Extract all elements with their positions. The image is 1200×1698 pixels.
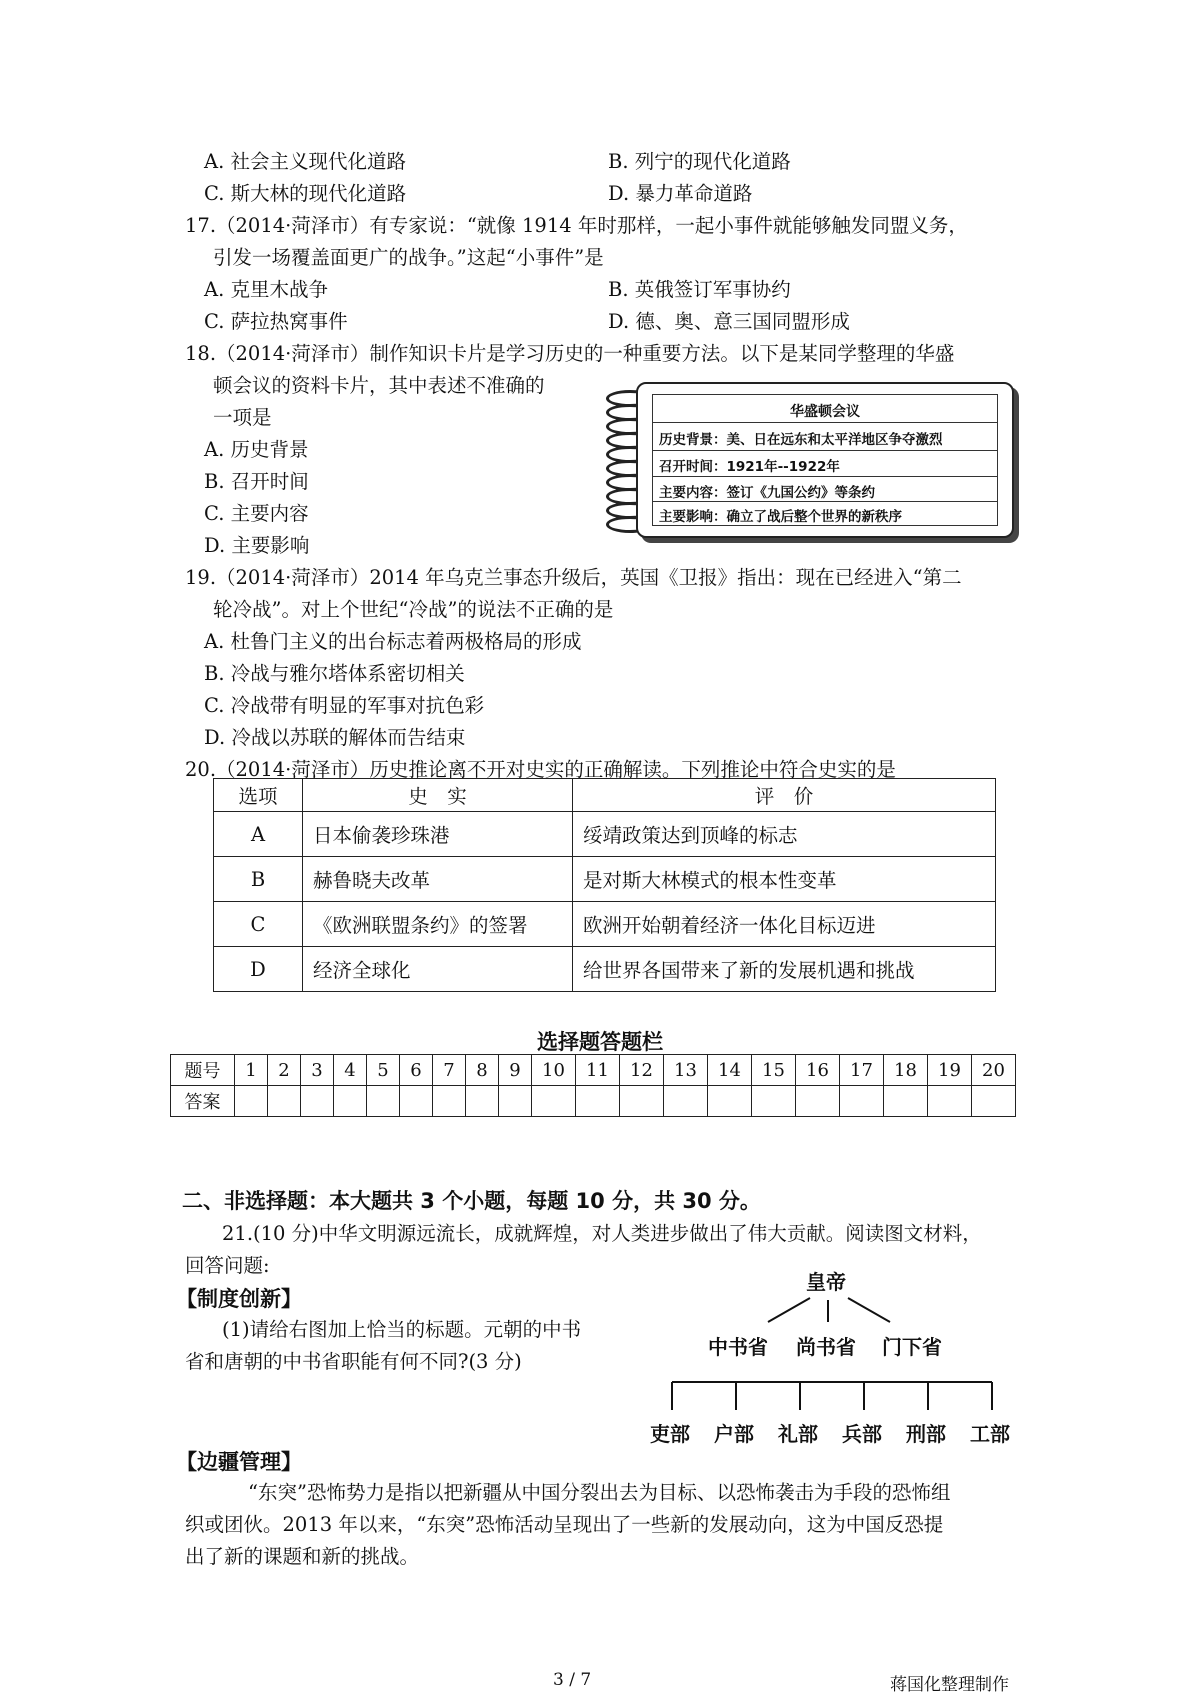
section-institutional-innovation: 【制度创新】 — [176, 1287, 302, 1311]
org-node-gongbu: 工部 — [970, 1422, 1010, 1446]
card-row-impact: 主要影响：确立了战后整个世界的新秩序 — [659, 509, 902, 525]
q16-option-b: B. 列宁的现代化道路 — [608, 150, 791, 173]
answer-cell[interactable] — [884, 1086, 928, 1117]
knowledge-card — [606, 382, 1018, 540]
paragraph-line3: 出了新的课题和新的挑战。 — [185, 1545, 420, 1568]
q17-stem-line1: 17.（2014·菏泽市）有专家说：“就像 1914 年时那样，一起小事件就能够触发同盟义务， — [185, 214, 968, 237]
q19-option-a: A. 杜鲁门主义的出台标志着两极格局的形成 — [204, 630, 582, 653]
question-number-cell: 12 — [620, 1055, 664, 1086]
question-number-cell: 9 — [499, 1055, 532, 1086]
card-frame — [636, 382, 1014, 538]
q16-option-c: C. 斯大林的现代化道路 — [204, 182, 407, 205]
answer-cell[interactable] — [268, 1086, 301, 1117]
answer-cell[interactable] — [301, 1086, 334, 1117]
q21-sub1-line2: 省和唐朝的中书省职能有何不同?(3 分) — [185, 1350, 522, 1373]
question-number-cell: 17 — [840, 1055, 884, 1086]
answer-cell[interactable] — [620, 1086, 664, 1117]
answer-cell[interactable] — [796, 1086, 840, 1117]
table-row — [214, 947, 996, 992]
answer-cell[interactable] — [334, 1086, 367, 1117]
row-evaluation: 给世界各国带来了新的发展机遇和挑战 — [573, 947, 996, 992]
q17-option-d: D. 德、奥、意三国同盟形成 — [608, 310, 850, 333]
org-node-libu-rites: 礼部 — [778, 1422, 818, 1446]
answer-sheet-title: 选择题答题栏 — [537, 1030, 663, 1054]
q18-stem-line3: 一项是 — [213, 406, 272, 429]
answer-cell[interactable] — [576, 1086, 620, 1117]
org-node-libu-personnel: 吏部 — [650, 1422, 690, 1446]
question-number-cell: 11 — [576, 1055, 620, 1086]
q19-option-d: D. 冷战以苏联的解体而告结束 — [204, 726, 466, 749]
question-number-cell: 15 — [752, 1055, 796, 1086]
q18-option-a: A. 历史背景 — [204, 438, 309, 461]
question-number-cell: 13 — [664, 1055, 708, 1086]
answer-cell[interactable] — [972, 1086, 1016, 1117]
question-number-cell: 19 — [928, 1055, 972, 1086]
question-number-cell: 20 — [972, 1055, 1016, 1086]
answer-sheet-table — [170, 1054, 1016, 1117]
answer-cell[interactable] — [499, 1086, 532, 1117]
q18-stem-line1: 18.（2014·菏泽市）制作知识卡片是学习历史的一种重要方法。以下是某同学整理的华盛 — [185, 342, 955, 365]
q19-option-b: B. 冷战与雅尔塔体系密切相关 — [204, 662, 465, 685]
row-option: B — [214, 857, 303, 902]
row-option: C — [214, 902, 303, 947]
answer-cell[interactable] — [840, 1086, 884, 1117]
q17-option-b: B. 英俄签订军事协约 — [608, 278, 791, 301]
q17-option-c: C. 萨拉热窝事件 — [204, 310, 348, 333]
q19-stem-line2: 轮冷战”。对上个世纪“冷战”的说法不正确的是 — [213, 598, 614, 621]
q16-option-d: D. 暴力革命道路 — [608, 182, 753, 205]
answer-cell[interactable] — [367, 1086, 400, 1117]
q18-option-c: C. 主要内容 — [204, 502, 309, 525]
org-node-emperor: 皇帝 — [806, 1270, 846, 1294]
card-row-content: 主要内容：签订《九国公约》等条约 — [659, 485, 875, 501]
row-evaluation: 绥靖政策达到顶峰的标志 — [573, 812, 996, 857]
question-number-cell: 16 — [796, 1055, 840, 1086]
card-divider — [653, 501, 997, 502]
answer-cell[interactable] — [532, 1086, 576, 1117]
q21-stem-line2: 回答问题: — [185, 1254, 270, 1277]
answer-cell[interactable] — [928, 1086, 972, 1117]
row-evaluation: 欧洲开始朝着经济一体化目标迈进 — [573, 902, 996, 947]
q20-stem: 20.（2014·菏泽市）历史推论离不开对史实的正确解读。下列推论中符合史实的是 — [185, 758, 896, 781]
question-number-cell: 2 — [268, 1055, 301, 1086]
row-option: A — [214, 812, 303, 857]
q20-table — [213, 778, 996, 992]
card-row-background: 历史背景：美、日在远东和太平洋地区争夺激烈 — [659, 432, 943, 448]
q18-option-d: D. 主要影响 — [204, 534, 310, 557]
paragraph-line2: 织或团伙。2013 年以来，“东突”恐怖活动呈现出了一些新的发展动向，这为中国反恐提 — [185, 1513, 944, 1536]
q19-stem-line1: 19.（2014·菏泽市）2014 年乌克兰事态升级后，英国《卫报》指出：现在已经进入“第二 — [185, 566, 962, 589]
header-fact: 史 实 — [303, 779, 573, 812]
answer-cell[interactable] — [235, 1086, 268, 1117]
answer-cell[interactable] — [433, 1086, 466, 1117]
row-fact: 赫鲁晓夫改革 — [303, 857, 573, 902]
row-evaluation: 是对斯大林模式的根本性变革 — [573, 857, 996, 902]
question-number-cell: 8 — [466, 1055, 499, 1086]
card-row-time: 召开时间：1921年--1922年 — [659, 459, 840, 475]
card-title: 华盛顿会议 — [790, 404, 860, 420]
q21-sub1-line1: (1)请给右图加上恰当的标题。元朝的中书 — [222, 1318, 582, 1341]
table-header-row — [214, 779, 996, 812]
card-content — [652, 394, 998, 526]
question-number-cell: 4 — [334, 1055, 367, 1086]
answer-cell[interactable] — [466, 1086, 499, 1117]
q21-stem-line1: 21.(10 分)中华文明源远流长，成就辉煌，对人类进步做出了伟大贡献。阅读图文材料， — [222, 1222, 982, 1245]
question-number-row — [171, 1055, 1016, 1086]
org-node-bingbu: 兵部 — [842, 1422, 882, 1446]
question-number-cell: 3 — [301, 1055, 334, 1086]
paragraph-line1: “东突”恐怖势力是指以把新疆从中国分裂出去为目标、以恐怖袭击为手段的恐怖组 — [248, 1481, 951, 1504]
table-row — [214, 902, 996, 947]
question-number-cell: 6 — [400, 1055, 433, 1086]
answer-row — [171, 1086, 1016, 1117]
q17-stem-line2: 引发一场覆盖面更广的战争。”这起“小事件”是 — [213, 246, 604, 269]
row-option: D — [214, 947, 303, 992]
part2-heading: 二、非选择题：本大题共 3 个小题，每题 10 分，共 30 分。 — [182, 1189, 761, 1213]
question-number-cell: 7 — [433, 1055, 466, 1086]
question-number-label: 题号 — [171, 1055, 235, 1086]
org-node-xingbu: 刑部 — [906, 1422, 946, 1446]
table-row — [214, 812, 996, 857]
question-number-cell: 1 — [235, 1055, 268, 1086]
row-fact: 经济全球化 — [303, 947, 573, 992]
table-row — [214, 857, 996, 902]
card-divider — [653, 450, 997, 451]
footer-author: 蒋国化整理制作 — [890, 1675, 1009, 1695]
header-evaluation: 评 价 — [573, 779, 996, 812]
page-number: 3 / 7 — [553, 1670, 592, 1690]
q18-option-b: B. 召开时间 — [204, 470, 309, 493]
question-number-cell: 5 — [367, 1055, 400, 1086]
org-node-shangshu: 尚书省 — [796, 1335, 856, 1359]
org-node-menxia: 门下省 — [882, 1335, 942, 1359]
answer-cell[interactable] — [752, 1086, 796, 1117]
answer-cell[interactable] — [708, 1086, 752, 1117]
answer-cell[interactable] — [664, 1086, 708, 1117]
q17-option-a: A. 克里木战争 — [204, 278, 328, 301]
question-number-cell: 18 — [884, 1055, 928, 1086]
card-divider — [653, 476, 997, 477]
row-fact: 日本偷袭珍珠港 — [303, 812, 573, 857]
q16-option-a: A. 社会主义现代化道路 — [204, 150, 406, 173]
row-fact: 《欧洲联盟条约》的签署 — [303, 902, 573, 947]
org-node-hubu: 户部 — [714, 1422, 754, 1446]
q18-stem-line2: 顿会议的资料卡片，其中表述不准确的 — [213, 374, 545, 397]
section-frontier-management: 【边疆管理】 — [176, 1450, 302, 1474]
header-option: 选项 — [214, 779, 303, 812]
card-divider — [653, 422, 997, 423]
answer-label: 答案 — [171, 1086, 235, 1117]
answer-cell[interactable] — [400, 1086, 433, 1117]
question-number-cell: 10 — [532, 1055, 576, 1086]
org-node-zhongshu: 中书省 — [708, 1335, 768, 1359]
q19-option-c: C. 冷战带有明显的军事对抗色彩 — [204, 694, 485, 717]
question-number-cell: 14 — [708, 1055, 752, 1086]
